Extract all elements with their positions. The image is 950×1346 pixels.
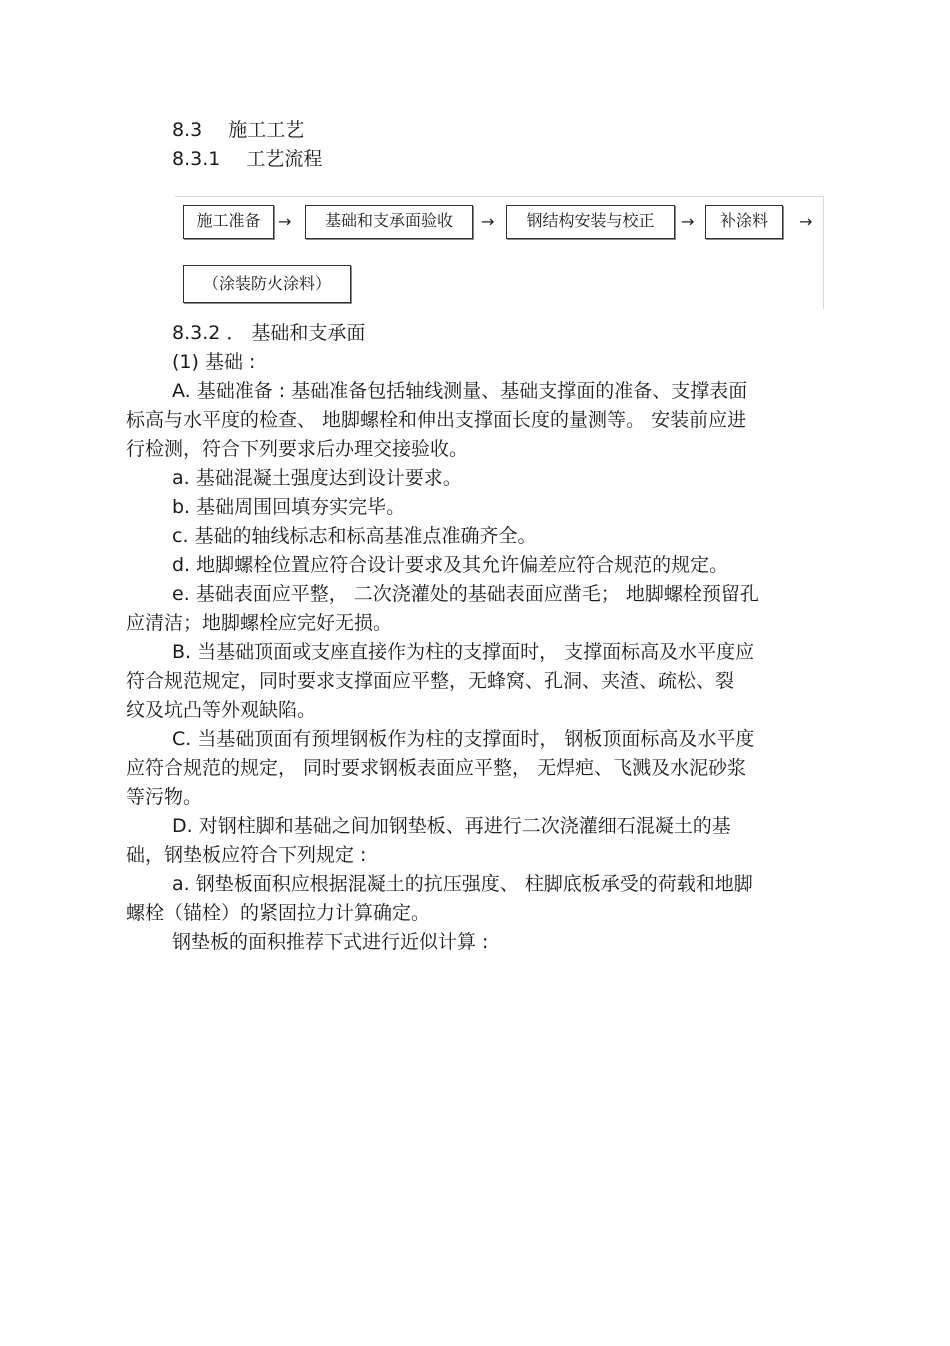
paragraph-c-line-2: 应符合规范的规定， 同时要求钢板表面应平整， 无焊疤、飞溅及水泥砂浆 [126, 757, 747, 779]
subsection-title: 工艺流程 [246, 148, 323, 170]
flow-arrow-4: → [799, 212, 813, 231]
subsection-832-heading: 8.3.2 ． 基础和支承面 [172, 322, 366, 344]
paragraph-b-line-1: B. 当基础顶面或支座直接作为柱的支撑面时， 支撑面标高及水平度应 [172, 641, 755, 663]
list-item-b: b. 基础周围回填夯实完毕。 [172, 496, 406, 518]
flow-step-fireproof-coating: （涂装防火涂料） [183, 265, 351, 303]
subsection-number: 8.3.1 [172, 148, 221, 170]
flow-arrow-2: → [481, 212, 495, 231]
paragraph-a-line-3: 行检测，符合下列要求后办理交接验收。 [126, 438, 469, 460]
paragraph-d-item-a-line-1: a. 钢垫板面积应根据混凝土的抗压强度、 柱脚底板承受的荷载和地脚 [172, 873, 753, 895]
list-item-e-line-1: e. 基础表面应平整， 二次浇灌处的基础表面应凿毛； 地脚螺栓预留孔 [172, 583, 759, 605]
flow-arrow-3: → [681, 212, 695, 231]
paragraph-b-line-3: 纹及坑凸等外观缺陷。 [126, 699, 317, 721]
paragraph-a-line-2: 标高与水平度的检查、 地脚螺栓和伸出支撑面长度的量测等。 安装前应进 [126, 409, 747, 431]
section-title: 施工工艺 [228, 119, 305, 141]
paragraph-d-item-a-line-2: 螺栓（锚栓）的紧固拉力计算确定。 [126, 902, 431, 924]
item-1-foundation: (1) 基础 : [172, 351, 256, 373]
paragraph-c-line-3: 等污物。 [126, 786, 203, 808]
list-item-a: a. 基础混凝土强度达到设计要求。 [172, 467, 462, 489]
paragraph-b-line-2: 符合规范规定，同时要求支撑面应平整，无蜂窝、孔洞、夹渣、疏松、裂 [126, 670, 735, 692]
flow-step-touch-up-coating: 补涂料 [705, 205, 783, 239]
list-item-c: c. 基础的轴线标志和标高基准点准确齐全。 [172, 525, 537, 547]
flow-step-preparation: 施工准备 [183, 205, 274, 239]
paragraph-d-line-1: D. 对钢柱脚和基础之间加钢垫板、再进行二次浇灌细石混凝土的基 [172, 815, 731, 837]
paragraph-a-line-1: A. 基础准备 : 基础准备包括轴线测量、基础支撑面的准备、支撑表面 [172, 380, 748, 402]
list-item-e-line-2: 应清洁；地脚螺栓应完好无损。 [126, 612, 393, 634]
section-number: 8.3 [172, 119, 203, 141]
formula-intro: 钢垫板的面积推荐下式进行近似计算 : [172, 931, 489, 953]
flow-arrow-1: → [278, 212, 292, 231]
subsection-heading [172, 147, 322, 171]
paragraph-d-line-2: 础，钢垫板应符合下列规定 : [126, 844, 367, 866]
flow-step-steel-installation: 钢结构安装与校正 [506, 205, 675, 239]
list-item-d: d. 地脚螺栓位置应符合设计要求及其允许偏差应符合规范的规定。 [172, 554, 729, 576]
flow-step-foundation-acceptance: 基础和支承面验收 [305, 205, 473, 239]
paragraph-c-line-1: C. 当基础顶面有预埋钢板作为柱的支撑面时， 钢板顶面标高及水平度 [172, 728, 755, 750]
process-flow-diagram [175, 196, 824, 309]
section-heading [172, 118, 304, 142]
